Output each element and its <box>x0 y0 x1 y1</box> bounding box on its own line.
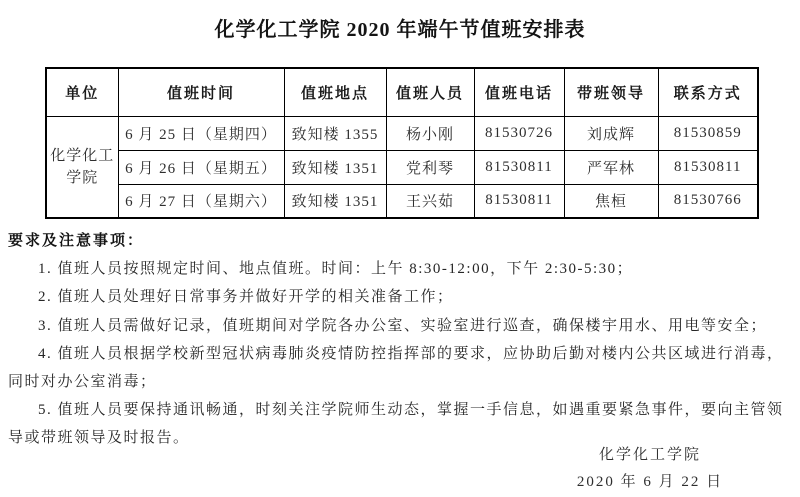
col-header-unit: 单位 <box>46 68 118 116</box>
unit-cell: 化学化工学院 <box>46 116 118 218</box>
cell-leader: 严军林 <box>564 150 658 184</box>
cell-contact: 81530811 <box>658 150 758 184</box>
cell-time: 6 月 25 日（星期四） <box>118 116 284 150</box>
cell-contact: 81530859 <box>658 116 758 150</box>
table-row <box>46 150 758 184</box>
signature-block <box>530 442 770 496</box>
cell-phone: 81530811 <box>474 150 564 184</box>
signature-org: 化学化工学院 <box>598 447 701 463</box>
cell-phone: 81530811 <box>474 184 564 218</box>
col-header-duty-phone: 值班电话 <box>474 68 564 116</box>
cell-leader: 刘成辉 <box>564 116 658 150</box>
note-item-3: 3. 值班人员需做好记录，值班期间对学院各办公室、实验室进行巡查，确保楼宇用水、用电等安全； <box>38 317 768 334</box>
cell-location: 致知楼 1351 <box>284 150 386 184</box>
page-title: 化学化工学院 2020 年端午节值班安排表 <box>214 19 586 41</box>
note-item-2: 2. 值班人员处理好日常事务并做好开学的相关准备工作； <box>38 289 454 306</box>
note-item-1: 1. 值班人员按照规定时间、地点值班。时间：上午 8:30-12:00，下午 2:30-5:30； <box>38 261 634 278</box>
note-item-4: 4. 值班人员根据学校新型冠状病毒肺炎疫情防控指挥部的要求，应协助后勤对楼内公共区域进行消毒，同时对办公室消毒； <box>8 345 784 391</box>
col-header-duty-person: 值班人员 <box>386 68 474 116</box>
col-header-duty-location: 值班地点 <box>284 68 386 116</box>
cell-time: 6 月 26 日（星期五） <box>118 150 284 184</box>
table-row <box>46 116 758 150</box>
cell-person: 王兴茹 <box>386 184 474 218</box>
notes-heading: 要求及注意事项： <box>8 233 145 249</box>
notes-section <box>8 227 794 453</box>
duty-schedule-table <box>45 67 759 219</box>
note-item-5: 5. 值班人员要保持通讯畅通，时刻关注学院师生动态，掌握一手信息，如遇重要紧急事件，要向主管领导或带班领导及时报告。 <box>8 402 784 447</box>
col-header-lead-officer: 带班领导 <box>564 68 658 116</box>
cell-location: 致知楼 1355 <box>284 116 386 150</box>
table-header-row <box>46 68 758 116</box>
cell-leader: 焦桓 <box>564 184 658 218</box>
table-row <box>46 184 758 218</box>
cell-phone: 81530726 <box>474 116 564 150</box>
cell-person: 党利琴 <box>386 150 474 184</box>
cell-person: 杨小刚 <box>386 116 474 150</box>
signature-date: 2020 年 6 月 22 日 <box>576 474 724 490</box>
cell-location: 致知楼 1351 <box>284 184 386 218</box>
col-header-contact: 联系方式 <box>658 68 758 116</box>
cell-contact: 81530766 <box>658 184 758 218</box>
cell-time: 6 月 27 日（星期六） <box>118 184 284 218</box>
col-header-duty-time: 值班时间 <box>118 68 284 116</box>
